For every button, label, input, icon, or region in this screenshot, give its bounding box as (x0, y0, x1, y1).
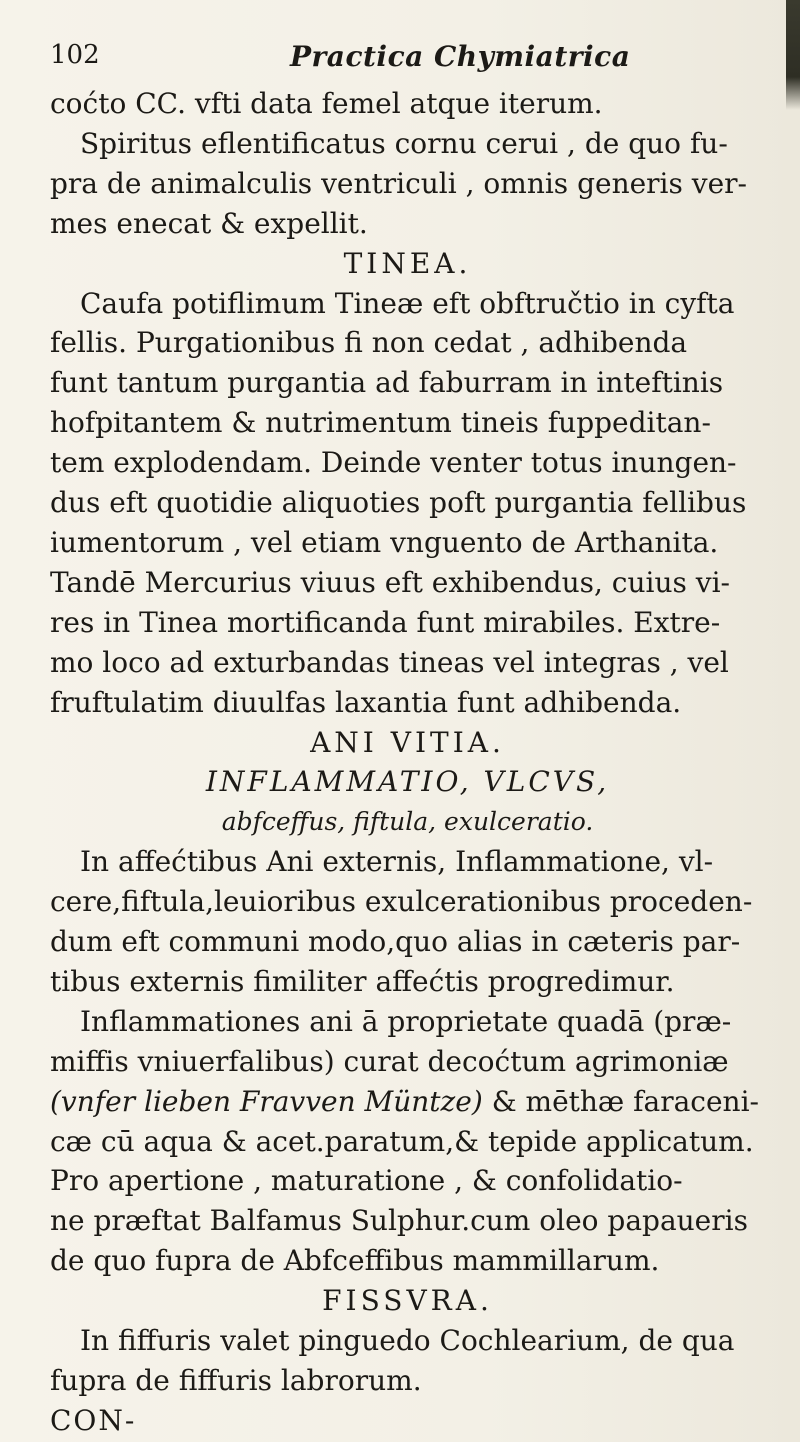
text-line: In affećtibus Ani externis, Inflammatione, vl- (80, 845, 714, 879)
heading-inflammatio: INFLAMMATIO, VLCVS, (205, 765, 610, 799)
text-line: fupra de fiffuris labrorum. (50, 1364, 422, 1397)
text-line: Pro apertione , maturatione , & confolidatio- (50, 1164, 683, 1198)
text-line: de quo fupra de Abfceffibus mammillarum. (50, 1244, 660, 1278)
text-line: cæ cū aqua & acet.paratum,& tepide applicatum. (50, 1124, 754, 1158)
text-line: In fiffuris valet pinguedo Cochlearium, de qua (80, 1324, 735, 1358)
text-line: Caufa potiflimum Tineæ eft obftručtio in cyfta (80, 286, 735, 320)
text-line: hofpitantem & nutrimentum tineis fuppeditan- (50, 406, 711, 440)
text-line: res in Tinea mortificanda funt mirabiles. Extre- (50, 605, 721, 639)
paragraph-spiritus (50, 84, 765, 244)
heading-fissura: FISSVRA. (322, 1284, 493, 1318)
text-line: miffis vniuerfalibus) curat decoćtum agrimoniæ (50, 1044, 729, 1078)
text-line: fruftulatim diuulfas laxantia funt adhibenda. (50, 685, 682, 719)
paragraph-inflammationes (50, 1002, 765, 1281)
text-line: dus eft quotidie aliquoties poft purgantia fellibus (50, 486, 747, 520)
text-line: Tandē Mercurius viuus eft exhibendus, cuius vi- (50, 565, 731, 599)
text-line: ne præftat Balfamus Sulphur.cum oleo papaueris (50, 1204, 748, 1238)
text-segment: & mēthæ faraceni- (482, 1084, 759, 1118)
text-line: tibus externis fimiliter affećtis progredimur. (50, 964, 675, 998)
text-line: Inflammationes ani ā proprietate quadā (præ- (80, 1004, 732, 1038)
german-plant-name: (vnfer lieben Fravven Müntze) (50, 1084, 483, 1118)
text-line: cere,fiftula,leuioribus exulcerationibus proceden- (50, 885, 753, 919)
text-line: tem explodendam. Deinde venter totus inungen- (50, 446, 737, 480)
paragraph-fissuris (50, 1321, 765, 1401)
heading-ani-vitia: ANI VITIA. (310, 725, 505, 759)
page-number: 102 (50, 40, 100, 70)
text-line: funt tantum purgantia ad faburram in inteftinis (50, 366, 724, 400)
text-line (50, 1085, 759, 1118)
page-edge-shadow (786, 0, 800, 110)
text-line: mes enecat & expellit. (50, 206, 368, 240)
running-head (50, 40, 750, 80)
text-line: coćto CC. vfti data femel atque iterum. (50, 87, 603, 120)
subheading-abscessus: abfceffus, fiftula, exulceratio. (221, 807, 594, 837)
paragraph-affectibus (50, 842, 765, 1002)
text-line: iumentorum , vel etiam vnguento de Arthanita. (50, 525, 719, 559)
page-body (50, 84, 765, 1441)
text-line: fellis. Purgationibus fi non cedat , adhibenda (50, 326, 688, 360)
heading-tinea: TINEA. (343, 246, 472, 280)
text-line: pra de animalculis ventriculi , omnis generis ver- (50, 166, 748, 200)
text-line: mo loco ad exturbandas tineas vel integras , vel (50, 645, 729, 679)
text-line: Spiritus eflentificatus cornu cerui , de quo fu- (80, 126, 728, 160)
paragraph-tinea (50, 284, 765, 723)
catchword: CON- (50, 1403, 137, 1437)
text-line: dum eft communi modo,quo alias in cæteris par- (50, 925, 741, 959)
running-title: Practica Chymiatrica (290, 40, 631, 73)
